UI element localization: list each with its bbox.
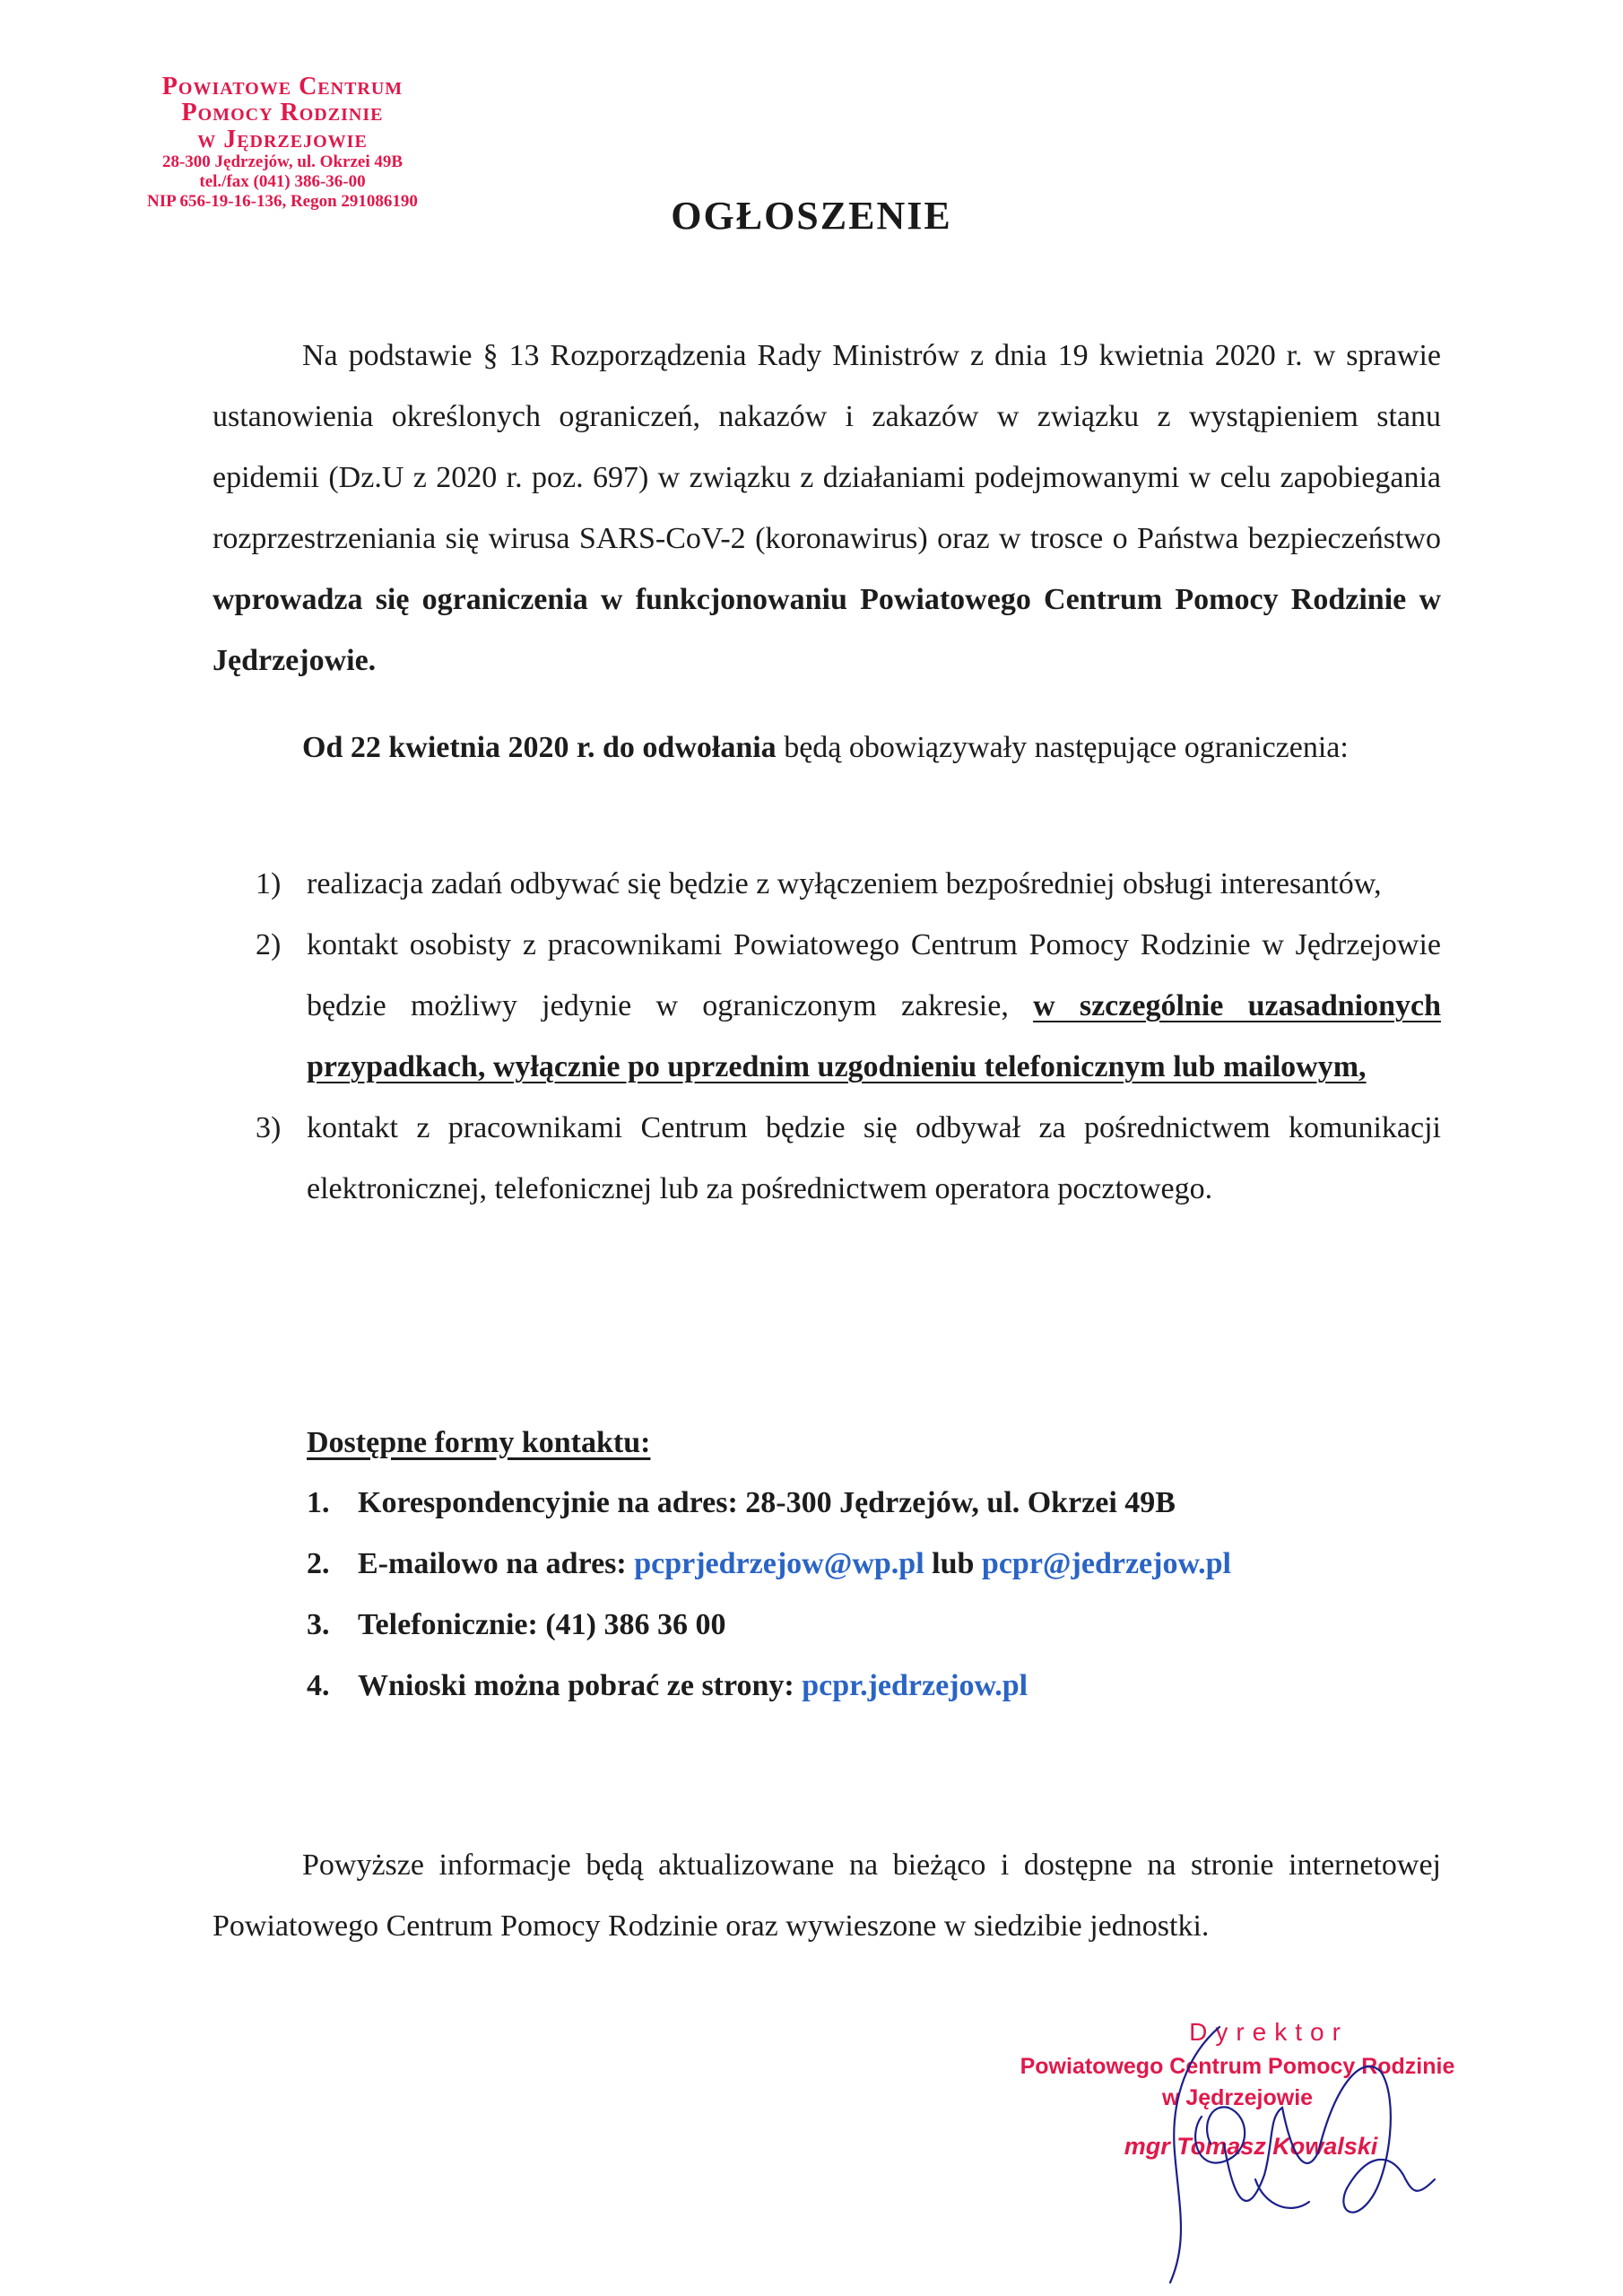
handwritten-signature [995, 2018, 1462, 2287]
list-item-number: 1) [256, 867, 282, 900]
contact-email-separator: lub [924, 1547, 982, 1580]
intro-text: Na podstawie § 13 Rozporządzenia Rady Ministrów z dnia 19 kwietnia 2020 r. w sprawie ustanowienia określonych ograniczeń, nakazów i zakazów w związku z wystąpieniem stanu epidemii (Dz.U z 2020 r. poz. 697) w związku z działaniami podejmowanymi w celu zapobiegania rozprzestrzeniania się wirusa SARS-CoV-2 (koronawirus) oraz w trosce o Państwa bezpieczeństwo [213, 339, 1441, 555]
contact-phone: Telefonicznie: (41) 386 36 00 [358, 1608, 726, 1641]
signature-role: Dyrektor [1189, 2018, 1349, 2046]
intro-paragraph [213, 326, 1441, 691]
closing-text: Powyższe informacje będą aktualizowane na bieżąco i dostępne na stronie internetowej Powiatowego Centrum Pomocy Rodzinie oraz wywieszone w siedzibie jednostki. [213, 1848, 1441, 1943]
stamp-line-1: Powiatowe Centrum [161, 73, 404, 100]
stamp-phone: tel./fax (041) 386-36-00 [199, 172, 366, 192]
list-item-number: 3. [307, 1608, 330, 1641]
list-item-number: 2) [256, 928, 282, 961]
contacts-list [307, 1473, 1231, 1717]
list-item-text: realizacja zadań odbywać się będzie z wyłączeniem bezpośredniej obsługi interesantów, [307, 867, 1382, 900]
contact-website-label: Wnioski można pobrać ze strony: [358, 1669, 803, 1702]
list-item [307, 1595, 1231, 1656]
list-item [307, 1534, 1231, 1595]
list-item [307, 1656, 1231, 1717]
list-item-number: 2. [307, 1547, 330, 1580]
signature-name: mgr Tomasz Kowalski [1124, 2133, 1378, 2160]
website-link[interactable]: pcpr.jedrzejow.pl [802, 1669, 1028, 1702]
stamp-line-3: w Jędrzejowie [197, 125, 368, 153]
list-item-number: 1. [307, 1486, 330, 1519]
list-item-text: kontakt osobisty z pracownikami Powiatowego Centrum Pomocy Rodzinie w Jędrzejowie będzie możliwy jedynie w ograniczonym zakresie, [307, 928, 1441, 1022]
effective-date-paragraph [213, 718, 1441, 778]
email-link-jedrzejow[interactable]: pcpr@jedrzejow.pl [981, 1547, 1231, 1580]
contact-email-label: E-mailowo na adres: [358, 1547, 635, 1580]
email-link-wp[interactable]: pcprjedrzejow@wp.pl [634, 1547, 924, 1580]
effective-date-text: będą obowiązywały następujące ograniczenia: [776, 731, 1349, 764]
contact-address: Korespondencyjnie na adres: 28-300 Jędrzejów, ul. Okrzei 49B [358, 1486, 1176, 1519]
list-item-emphasis: w szczególnie uzasadnionych przypadkach, wyłącznie po uprzednim uzgodnieniu telefonicznym lub mailowym, [307, 989, 1441, 1083]
institution-stamp [103, 74, 462, 212]
list-item-text: kontakt z pracownikami Centrum będzie się odbywał za pośrednictwem komunikacji elektronicznej, telefonicznej lub za pośrednictwem operatora pocztowego. [307, 1111, 1441, 1205]
signature-organization: Powiatowego Centrum Pomocy Rodzinie [1020, 2054, 1455, 2079]
intro-bold-text: wprowadza się ograniczenia w funkcjonowaniu Powiatowego Centrum Pomocy Rodzinie w Jędrzejowie. [213, 583, 1441, 677]
document-title: OGŁOSZENIE [671, 194, 952, 238]
list-item [213, 915, 1441, 1098]
list-item-number: 4. [307, 1669, 330, 1702]
effective-date-bold: Od 22 kwietnia 2020 r. do odwołania [302, 731, 777, 764]
stamp-nip-regon: NIP 656-19-16-136, Regon 291086190 [147, 191, 418, 211]
restrictions-list [213, 854, 1441, 1220]
list-item [213, 1098, 1441, 1220]
stamp-address: 28-300 Jędrzejów, ul. Okrzei 49B [161, 152, 404, 172]
closing-paragraph [213, 1835, 1441, 1957]
stamp-line-2: Pomocy Rodzinie [181, 99, 384, 127]
list-item [307, 1473, 1231, 1534]
signature-scribble [995, 2018, 1462, 2287]
list-item [213, 854, 1441, 915]
list-item-number: 3) [256, 1111, 282, 1144]
signature-city: w Jędrzejowie [1161, 2085, 1314, 2110]
contact-heading: Dostępne formy kontaktu: [307, 1426, 651, 1459]
